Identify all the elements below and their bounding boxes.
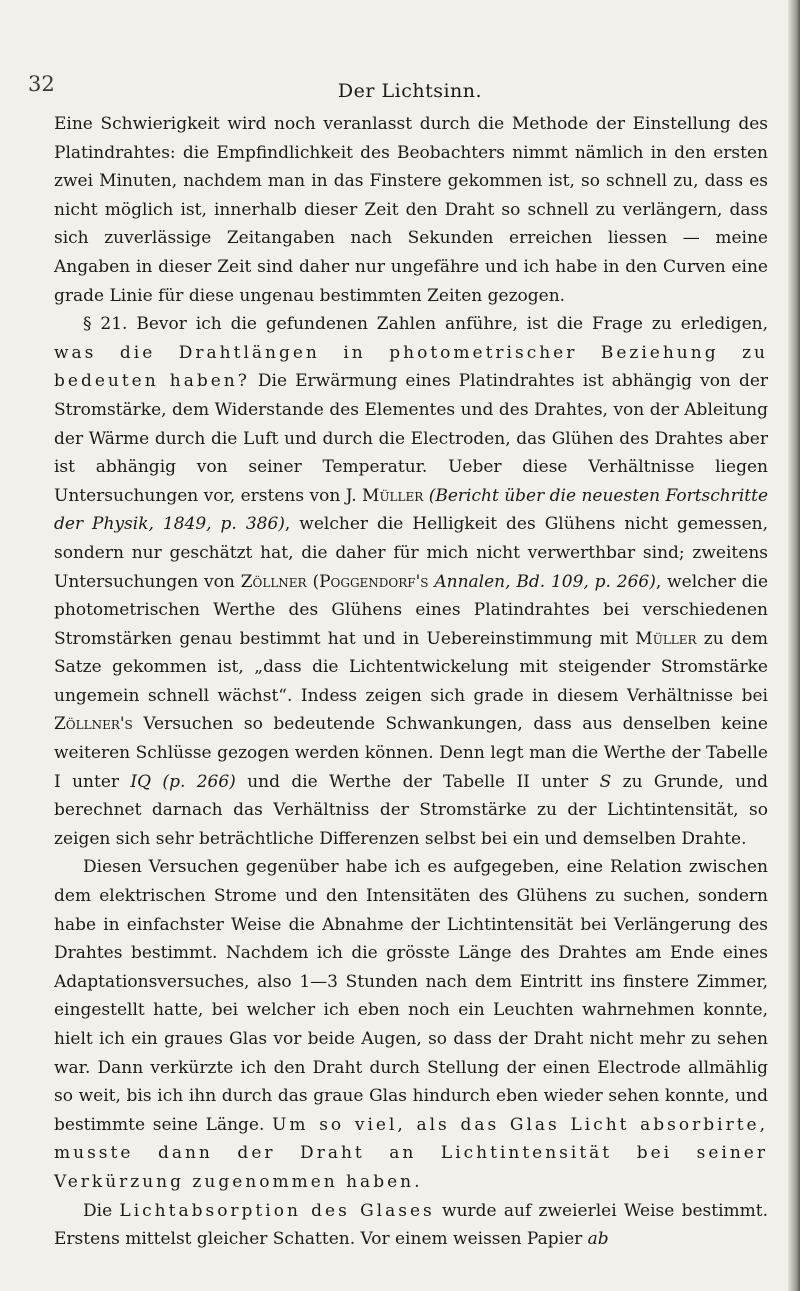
text-span: zu Grunde, und berechnet darnach das Verhältniss der Stromstärke zu der Lichtintensität, so zeigen sich sehr beträchtliche Differenzen selbst bei ein und demselben Drahte. — [54, 771, 769, 849]
text-span: Die — [83, 1200, 113, 1221]
author-name: Müller — [635, 628, 697, 649]
emphasis-text: Um so viel, als das Glas Licht absorbirte, musste dann der Draht an Lichtintensität bei seiner Verkürzung zugenommen haben. — [54, 1114, 768, 1192]
text-span: und die Werthe der Tabelle II unter — [247, 771, 589, 792]
paragraph-3 — [54, 853, 768, 1196]
text-span: Die Erwärmung eines Platindrahtes ist abhängig von der Stromstärke, dem Widerstande des Elementes und des Drahtes, von der Ableitung der Wärme durch die Luft und durch die Electroden, das Glühen des Drahtes aber ist abhängig von seiner Temperatur. Ueber diese Verhältnisse liegen Untersuchungen vor, erstens von J. — [54, 371, 769, 506]
text-span: ( — [312, 571, 320, 592]
symbol: IQ (p. 266) — [130, 771, 236, 792]
author-name: Zöllner's — [54, 714, 133, 735]
citation: (Bericht über die neuesten Fortschritte der Physik, 1849, p. 386) — [54, 485, 769, 535]
text-span: zu dem Satze gekommen ist, „dass die Lichtentwickelung mit steigender Stromstärke ungemein schnell wächst“. Indess zeigen sich grade in diesem Verhältnisse bei — [54, 628, 768, 706]
symbol: S — [599, 771, 612, 792]
emphasis-text: was die Drahtlängen in photometrischer Beziehung zu bedeuten haben? — [54, 342, 768, 392]
text-span: § 21. Bevor ich die gefundenen Zahlen anführe, ist die Frage zu erledigen, — [83, 314, 768, 335]
page-edge — [788, 0, 800, 1291]
text-span: , welcher die photometrischen Werthe des Glühens eines Platindrahtes bei verschiedenen Stromstärken genau bestimmt hat und in Uebereinstimmung mit — [54, 571, 769, 649]
author-name: Poggendorf's — [319, 571, 429, 592]
author-name: Zöllner — [240, 571, 307, 592]
emphasis-text: Lichtabsorption des Glases — [119, 1200, 435, 1221]
symbol: ab — [587, 1229, 609, 1250]
text-span: Diesen Versuchen gegenüber habe ich es aufgegeben, eine Relation zwischen dem elektrischen Strome und den Intensitäten des Glühens zu suchen, sondern habe in einfachster Weise die Abnahme der Lichtintensität bei Verlängerung des Drahtes bestimmt. Nachdem ich die grösste Länge des Drahtes am Ende eines Adaptationsversuches, also 1—3 Stunden nach dem Eintritt ins finstere Zimmer, eingestellt hatte, bei welcher ich eben noch ein Leuchten wahrnehmen konnte, hielt ich ein graues Glas vor beide Augen, so dass der Draht nicht mehr zu sehen war. Dann verkürzte ich den Draht durch Stellung der einen Electrode allmählig so weit, bis ich ihn durch das graue Glas hindurch eben wieder sehen konnte, und bestimmte seine Länge. — [54, 857, 768, 1135]
text-span: wurde auf zweierlei Weise bestimmt. Erstens mittelst gleicher Schatten. Vor einem weissen Papier — [54, 1200, 768, 1250]
body-text — [54, 110, 768, 1254]
page-number: 32 — [28, 72, 55, 96]
paragraph-2 — [54, 310, 768, 853]
citation: Annalen, Bd. 109, p. 266) — [434, 571, 656, 592]
text-span: Versuchen so bedeutende Schwankungen, dass aus denselben keine weiteren Schlüsse gezogen werden können. Denn legt man die Werthe der Tabelle I unter — [54, 714, 768, 792]
paragraph-1: Eine Schwierigkeit wird noch veranlasst durch die Methode der Einstellung des Platindrahtes: die Empfindlichkeit des Beobachters nimmt nämlich in den ersten zwei Minuten, nachdem man in das Finstere gekommen ist, so schnell zu, dass es nicht möglich ist, innerhalb dieser Zeit den Draht so schnell zu verlängern, dass sich zuverlässige Zeitangaben nach Sekunden erreichen liessen — meine Angaben in dieser Zeit sind daher nur ungefähre und ich habe in den Curven eine grade Linie für diese ungenau bestimmten Zeiten gezogen. — [54, 114, 768, 306]
paragraph-4 — [54, 1197, 768, 1254]
running-head: Der Lichtsinn. — [337, 80, 483, 102]
text-span: , welcher die Helligkeit des Glühens nicht gemessen, sondern nur geschätzt hat, die daher für mich nicht verwerthbar sind; zweitens Untersuchungen von — [54, 514, 768, 592]
author-name: Müller — [362, 485, 424, 506]
